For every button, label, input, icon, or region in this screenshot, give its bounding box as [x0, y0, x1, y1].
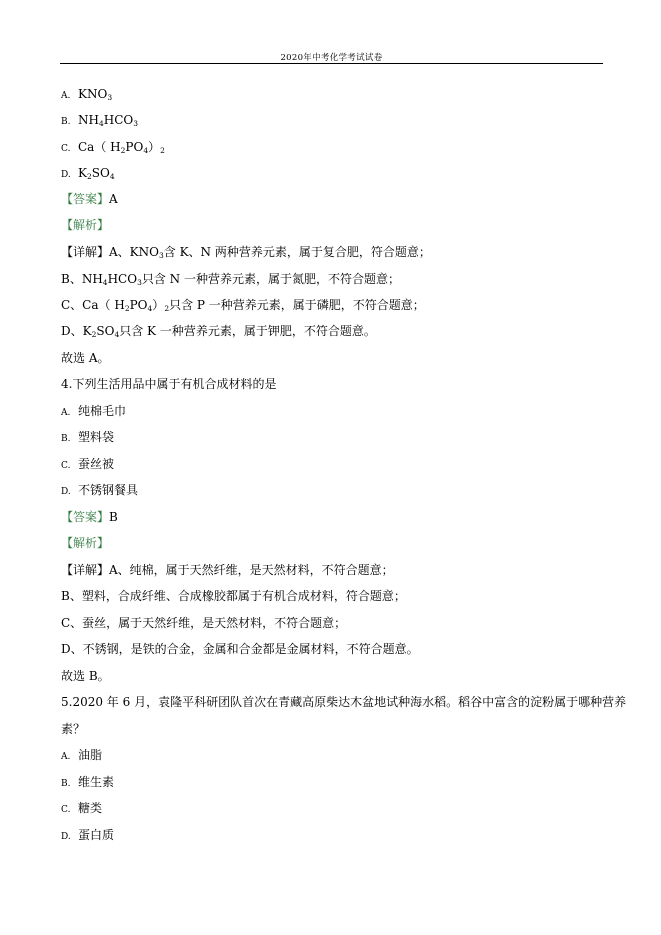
formula-part: HCO [103, 113, 134, 127]
formula-sub: 3 [159, 251, 164, 260]
formula-part: ） [148, 140, 161, 154]
answer-value: A [109, 192, 118, 206]
q3-detail-c [61, 298, 425, 312]
q4-analysis [61, 536, 109, 550]
formula-sub: 4 [102, 278, 108, 287]
option-text: 蛋白质 [78, 828, 115, 842]
q5-option-a [61, 748, 102, 764]
analysis-tag: 【解析】 [61, 218, 110, 232]
detail-tag: 【详解】 [61, 245, 110, 259]
q4-answer [61, 510, 118, 524]
option-text: 油脂 [78, 748, 103, 762]
detail-part: D、K [61, 324, 92, 338]
q5-option-b [61, 775, 114, 791]
formula-sub: 3 [107, 93, 113, 102]
formula-sub: 3 [137, 278, 142, 287]
option-letter: B. [61, 779, 71, 789]
q3-option-c [61, 140, 165, 156]
option-text: 糖类 [78, 801, 103, 815]
option-letter: C. [61, 461, 71, 471]
option-text: 纯棉毛巾 [78, 404, 127, 418]
detail-text: A、纯棉，属于天然纤维，是天然材料，不符合题意； [109, 563, 394, 577]
formula-sub: 2 [160, 146, 165, 155]
option-letter: C. [61, 805, 71, 815]
q3-analysis [61, 218, 109, 232]
option-letter: D. [61, 487, 71, 497]
option-text: 不锈钢餐具 [78, 483, 139, 497]
option-letter: D. [61, 170, 71, 180]
option-text: 塑料袋 [78, 430, 115, 444]
q4-question: 4.下列生活用品中属于有机合成材料的是 [61, 377, 277, 391]
detail-part: ） [152, 298, 165, 312]
option-letter: A. [61, 408, 71, 418]
formula-part: NH [78, 113, 99, 127]
detail-part: B、NH [61, 272, 103, 286]
q4-detail-d: D、不锈钢，是铁的合金，金属和合金都是金属材料，不符合题意。 [61, 642, 419, 656]
detail-part: 只含 K 一种营养元素，属于钾肥，不符合题意。 [119, 324, 376, 338]
detail-tag: 【详解】 [61, 563, 110, 577]
option-letter: B. [61, 434, 71, 444]
formula-sub: 2 [164, 304, 170, 313]
q5-option-c [61, 801, 102, 817]
q4-option-c [61, 457, 114, 473]
q5-option-d [61, 828, 114, 844]
formula-part: K [78, 166, 87, 180]
detail-part: 只含 N 一种营养元素，属于氮肥，不符合题意； [141, 272, 400, 286]
analysis-tag: 【解析】 [61, 536, 110, 550]
detail-part: 只含 P 一种营养元素，属于磷肥，不符合题意； [169, 298, 425, 312]
option-letter: D. [61, 832, 71, 842]
option-letter: A. [61, 752, 71, 762]
formula-part: SO [91, 166, 110, 180]
formula-sub: 4 [143, 146, 149, 155]
q4-detail-c: C、蚕丝，属于天然纤维，是天然材料，不符合题意； [61, 616, 347, 630]
detail-part: HCO [107, 272, 138, 286]
q3-answer [61, 192, 118, 206]
q3-option-b [61, 113, 138, 129]
formula-sub: 4 [147, 304, 153, 313]
q4-option-b [61, 430, 114, 446]
formula-sub: 4 [114, 330, 120, 339]
q3-detail-b [61, 272, 400, 286]
option-text: 蚕丝被 [78, 457, 115, 471]
q4-detail-b: B、塑料，合成纤维、合成橡胶都属于有机合成材料，符合题意； [61, 589, 406, 603]
detail-part: C、Ca（ H [61, 298, 125, 312]
q4-detail-a [61, 563, 394, 577]
header-rule [60, 63, 603, 64]
formula-sub: 2 [124, 304, 130, 313]
formula-part: KNO [78, 87, 108, 101]
option-text: 维生素 [78, 775, 115, 789]
q3-detail-a [61, 245, 431, 259]
formula-sub: 4 [98, 119, 104, 128]
detail-part: SO [96, 324, 115, 338]
q3-option-a [61, 87, 112, 103]
detail-part: 含 K、N 两种营养元素，属于复合肥，符合题意； [163, 245, 431, 259]
q4-option-a [61, 404, 126, 420]
answer-tag: 【答案】 [61, 510, 110, 524]
option-letter: C. [61, 144, 71, 154]
formula-sub: 2 [120, 146, 126, 155]
q4-option-d [61, 483, 138, 499]
option-letter: A. [61, 91, 71, 101]
page-header: 2020年中考化学考试试卷 [280, 53, 383, 63]
formula-sub: 2 [86, 172, 92, 181]
formula-sub: 4 [109, 172, 115, 181]
detail-part: PO [129, 298, 148, 312]
q4-conclusion: 故选 B。 [61, 669, 110, 683]
formula-sub: 2 [91, 330, 97, 339]
answer-tag: 【答案】 [61, 192, 110, 206]
detail-part: A、KNO [109, 245, 159, 259]
q3-detail-d [61, 324, 376, 338]
formula-sub: 3 [133, 119, 139, 128]
formula-part: Ca（ H [78, 140, 121, 154]
q3-option-d [61, 166, 115, 182]
formula-part: PO [125, 140, 144, 154]
option-letter: B. [61, 117, 71, 127]
q5-question-line2: 素？ [61, 722, 86, 736]
q3-conclusion: 故选 A。 [61, 351, 110, 365]
answer-value: B [109, 510, 118, 524]
q5-question-line1: 5.2020 年 6 月，袁隆平科研团队首次在青藏高原柴达木盆地试种海水稻。稻谷中富含的淀粉属于哪种营养 [61, 695, 627, 709]
